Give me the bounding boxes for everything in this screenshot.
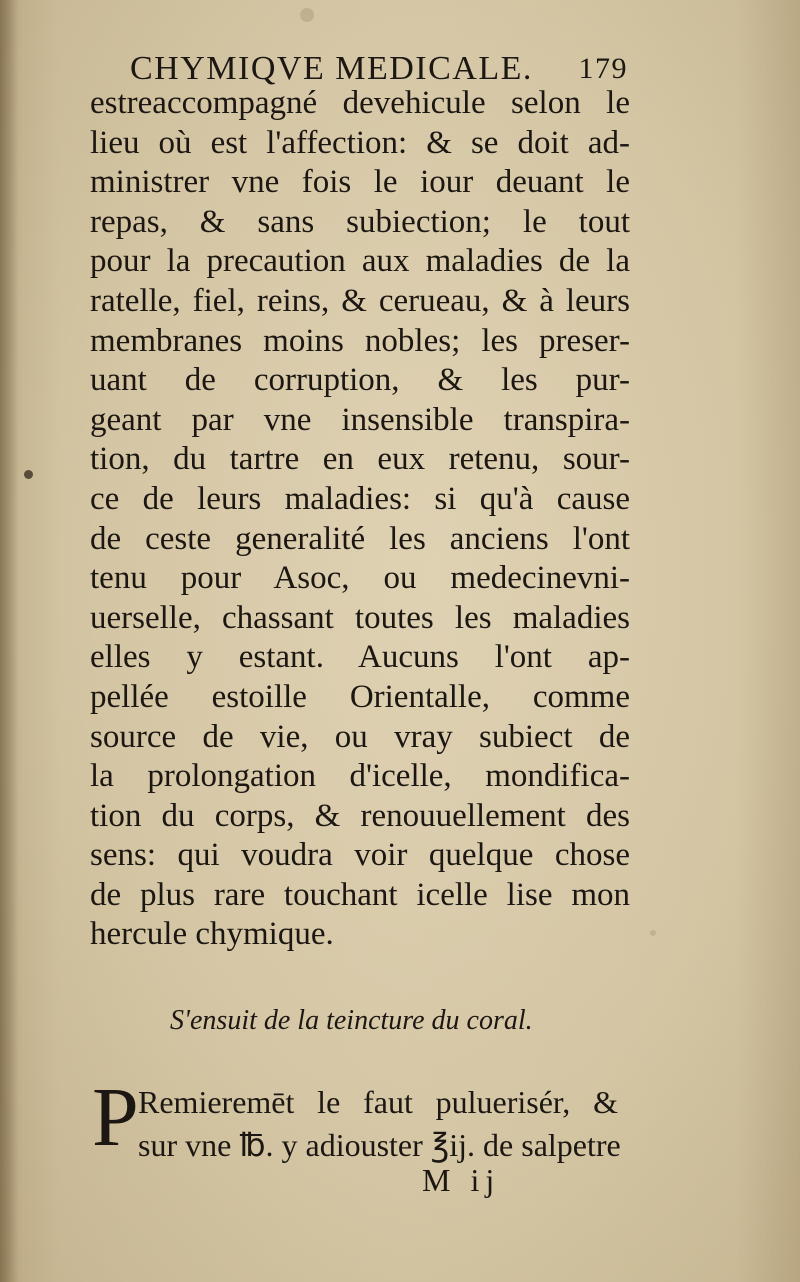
text-line: ministrer vne fois le iour deuant le [90,164,630,201]
text-line: sens: qui voudra voir quelque chose [90,837,630,874]
text-line: geant par vne insensible transpira- [90,401,630,438]
paragraph-line: sur vne ℔. y adiouster ℥ij. de salpetre [138,1127,621,1163]
text-line: membranes moins nobles; les preser- [90,322,630,359]
running-title: CHYMIQVE MEDICALE. [130,50,533,87]
text-line: estreaccompagné devehicule selon le [90,85,630,121]
text-line: la prolongation d'icelle, mondifica- [90,758,630,795]
paper-stain [24,470,33,479]
section-title: S'ensuit de la teincture du coral. [170,1005,533,1036]
paper-stain [650,930,656,936]
text-line: hercule chymique. [90,916,334,953]
text-line: source de vie, ou vray subiect de [90,718,630,755]
text-line: repas, & sans subiection; le tout [90,203,630,240]
text-line: elles y estant. Aucuns l'ont ap- [90,639,630,676]
page-number: 179 [578,52,628,85]
text-line: tion du corps, & renouuellement des [90,797,630,834]
text-line: tenu pour Asoc, ou medecinevni- [90,560,630,597]
signature-mark: M ij [422,1162,501,1198]
paragraph-line: Remieremēt le faut puluerisér, & [138,1084,618,1120]
page-gutter-shadow [0,0,18,1282]
text-line: tion, du tartre en eux retenu, sour- [90,441,630,478]
text-line: pellée estoille Orientalle, comme [90,678,630,715]
drop-cap: P [92,1071,139,1164]
paper-stain [300,8,314,22]
body-text [90,84,630,955]
text-line: ce de leurs maladies: si qu'à cause [90,480,630,517]
text-line: uant de corruption, & les pur- [90,362,630,399]
second-paragraph [92,1071,632,1168]
text-line: pour la precaution aux maladies de la [90,243,630,280]
text-line: de plus rare touchant icelle lise mon [90,876,630,913]
text-line: lieu où est l'affection: & se doit ad- [90,124,630,161]
text-line: ratelle, fiel, reins, & cerueau, & à leurs [90,282,630,319]
text-line: de ceste generalité les anciens l'ont [90,520,630,557]
text-line: uerselle, chassant toutes les maladies [90,599,630,636]
